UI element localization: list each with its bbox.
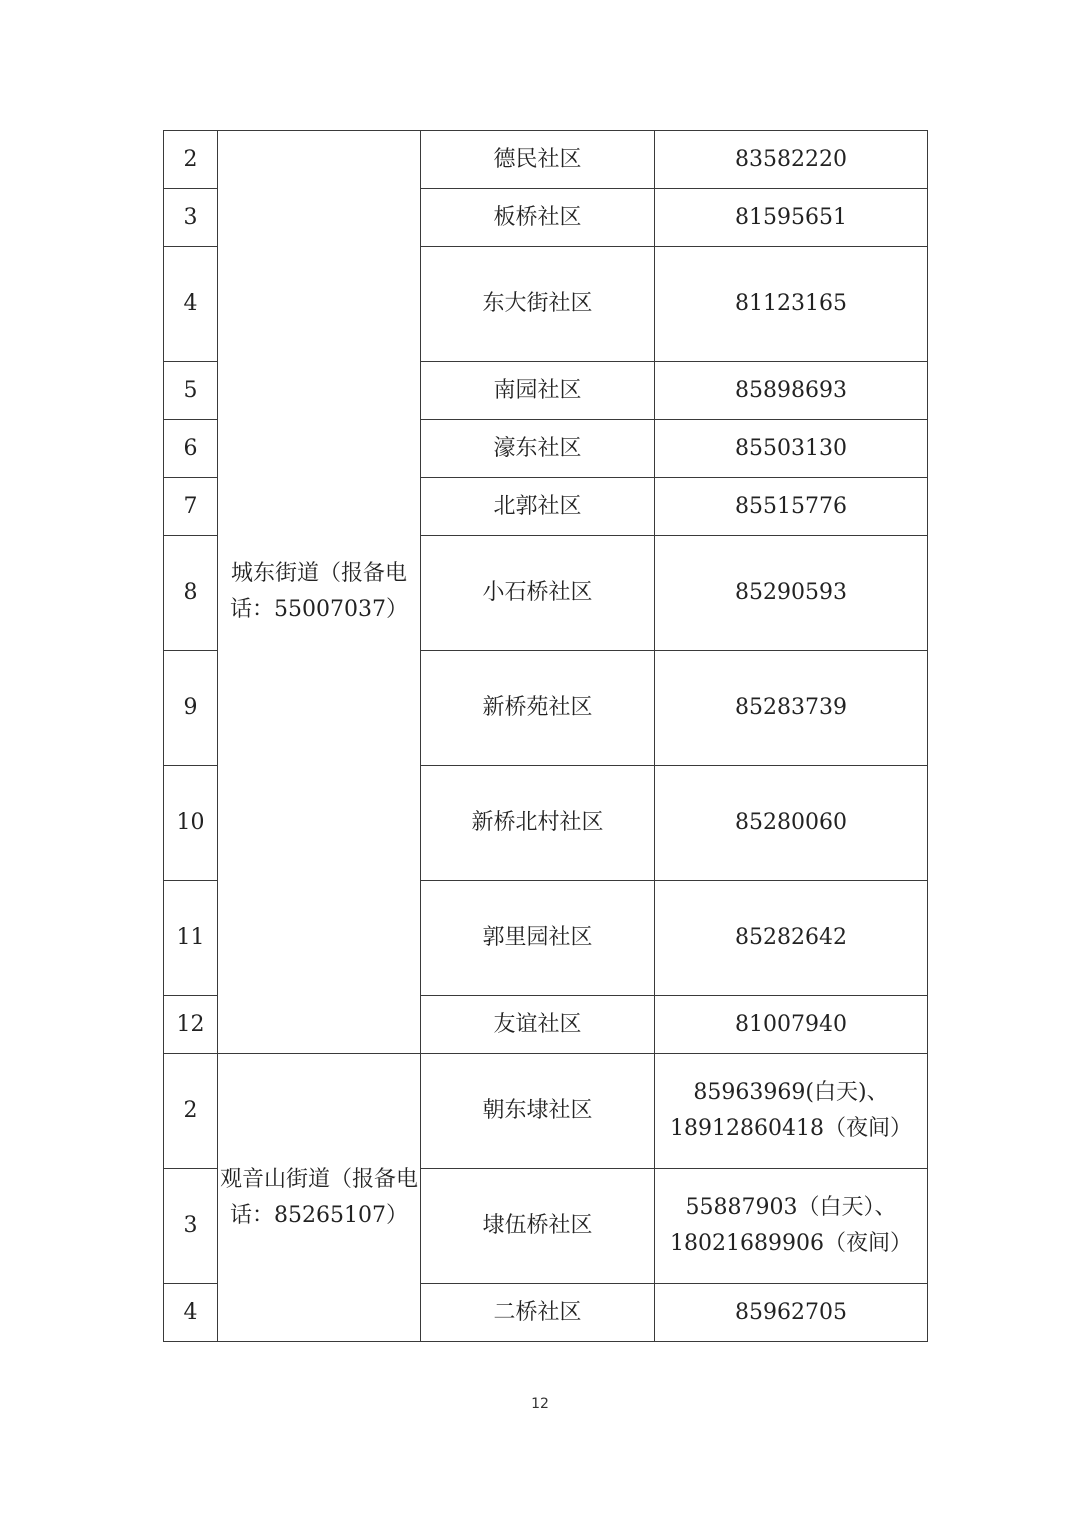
community-name: 新桥苑社区	[421, 651, 655, 766]
phone-cell	[655, 1169, 928, 1284]
row-number: 3	[164, 189, 218, 247]
phone-day: 55887903（白天）、	[685, 1195, 897, 1220]
phone-number: 85283739	[655, 651, 928, 766]
community-name: 埭伍桥社区	[421, 1169, 655, 1284]
row-number: 2	[164, 1054, 218, 1169]
phone-number: 85515776	[655, 478, 928, 536]
phone-number: 85898693	[655, 362, 928, 420]
phone-number: 81595651	[655, 189, 928, 247]
phone-number: 85290593	[655, 536, 928, 651]
row-number: 2	[164, 131, 218, 189]
phone-cell	[655, 1054, 928, 1169]
phone-number: 85503130	[655, 420, 928, 478]
row-number: 10	[164, 766, 218, 881]
phone-number: 85962705	[655, 1284, 928, 1342]
phone-night: 18021689906（夜间）	[670, 1231, 912, 1256]
row-number: 3	[164, 1169, 218, 1284]
row-number: 4	[164, 1284, 218, 1342]
community-name: 南园社区	[421, 362, 655, 420]
row-number: 4	[164, 247, 218, 362]
row-number: 8	[164, 536, 218, 651]
community-name: 东大街社区	[421, 247, 655, 362]
community-name: 友谊社区	[421, 996, 655, 1054]
phone-number: 85282642	[655, 881, 928, 996]
street-cell	[218, 131, 421, 1054]
page-number: 12	[531, 1396, 549, 1412]
phone-day: 85963969(白天)、	[693, 1080, 889, 1105]
phone-night: 18912860418（夜间）	[670, 1116, 912, 1141]
street-name: 观音山街道（报备电话：85265107）	[219, 1166, 418, 1228]
phone-number: 83582220	[655, 131, 928, 189]
row-number: 7	[164, 478, 218, 536]
community-name: 朝东埭社区	[421, 1054, 655, 1169]
community-name: 二桥社区	[421, 1284, 655, 1342]
row-number: 5	[164, 362, 218, 420]
phone-number: 85280060	[655, 766, 928, 881]
phone-number: 81007940	[655, 996, 928, 1054]
contact-table	[163, 130, 928, 1342]
row-number: 12	[164, 996, 218, 1054]
row-number: 6	[164, 420, 218, 478]
row-number: 11	[164, 881, 218, 996]
street-name: 城东街道（报备电话：55007037）	[230, 561, 408, 622]
community-name: 德民社区	[421, 131, 655, 189]
table-row	[164, 1054, 928, 1169]
community-name: 板桥社区	[421, 189, 655, 247]
community-name: 北郭社区	[421, 478, 655, 536]
community-name: 小石桥社区	[421, 536, 655, 651]
street-cell	[218, 1054, 421, 1342]
community-name: 郭里园社区	[421, 881, 655, 996]
phone-number: 81123165	[655, 247, 928, 362]
table-row	[164, 131, 928, 189]
community-name: 新桥北村社区	[421, 766, 655, 881]
row-number: 9	[164, 651, 218, 766]
community-name: 濠东社区	[421, 420, 655, 478]
